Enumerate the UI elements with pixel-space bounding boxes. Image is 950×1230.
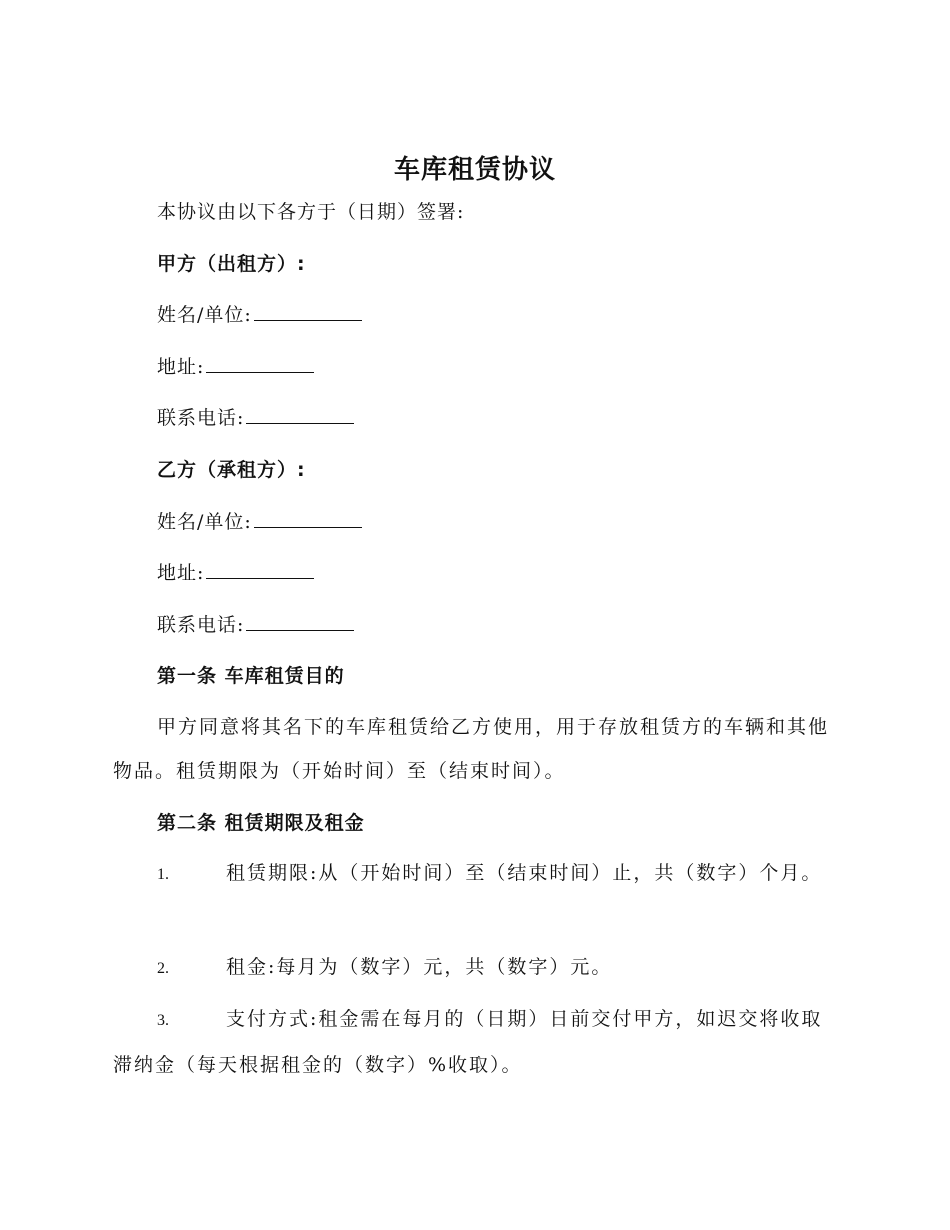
article-2-item-2: [113, 945, 837, 991]
party-a-heading: 甲方（出租方）:: [157, 253, 306, 275]
intro-line: 本协议由以下各方于（日期）签署:: [157, 201, 465, 223]
party-b-address-blank[interactable]: [206, 558, 314, 579]
document-title: 车库租赁协议: [393, 155, 556, 185]
party-b-phone-label: 联系电话:: [157, 614, 245, 636]
party-b-name-row: [157, 507, 362, 537]
article-1-text: 甲方同意将其名下的车库租赁给乙方使用，用于存放租赁方的车辆和其他物品。租赁期限为（开始时间）至（结束时间）。: [113, 716, 830, 782]
item-number: 2.: [157, 960, 169, 977]
party-a-phone-label: 联系电话:: [157, 407, 245, 429]
party-b-name-blank[interactable]: [254, 507, 362, 528]
party-b-phone-blank[interactable]: [246, 610, 354, 631]
party-b-name-label: 姓名/单位:: [157, 511, 252, 533]
item-text: 租赁期限:从（开始时间）至（结束时间）止，共（数字）个月。: [226, 862, 823, 884]
party-a-name-row: [157, 300, 362, 330]
party-a-address-blank[interactable]: [206, 352, 314, 373]
party-a-phone-blank[interactable]: [246, 403, 354, 424]
party-b-heading: 乙方（承租方）:: [157, 459, 306, 481]
party-a-name-label: 姓名/单位:: [157, 304, 252, 326]
party-b-address-label: 地址:: [157, 562, 205, 584]
article-2-item-1: [113, 851, 837, 897]
party-a-phone-row: [157, 403, 354, 433]
item-text: 租金:每月为（数字）元，共（数字）元。: [226, 956, 613, 978]
party-b-phone-row: [157, 610, 354, 640]
article-2-heading: 第二条 租赁期限及租金: [157, 812, 365, 834]
party-a-name-blank[interactable]: [254, 300, 362, 321]
party-b-address-row: [157, 558, 314, 588]
item-text: 支付方式:租金需在每月的（日期）日前交付甲方，如迟交将收取滞纳金（每天根据租金的（数字）%收取）。: [113, 1008, 823, 1076]
party-a-address-row: [157, 352, 314, 382]
article-1-heading: 第一条 车库租赁目的: [157, 665, 345, 687]
item-number: 1.: [157, 866, 169, 883]
item-number: 3.: [157, 1012, 169, 1029]
party-a-address-label: 地址:: [157, 356, 205, 378]
article-2-item-3: [113, 997, 837, 1087]
